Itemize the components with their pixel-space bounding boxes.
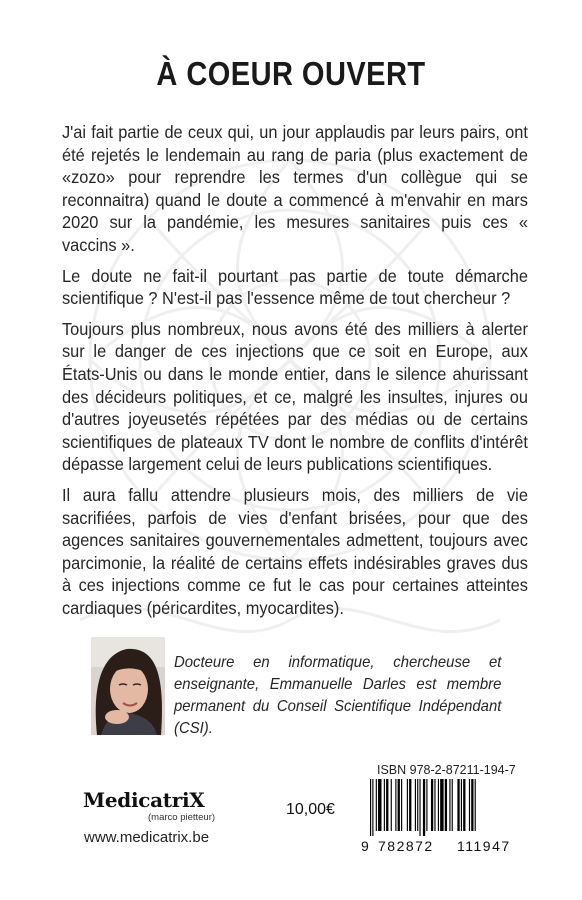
barcode <box>366 779 524 836</box>
barcode-right-group: 111947 <box>457 838 511 854</box>
publisher-subtitle: (marco pietteur) <box>148 812 216 823</box>
paragraph-1: J'ai fait partie de ceux qui, un jour applaudis par leurs pairs, ont été rejetés le lendemain au rang de paria (plus exactement de «zozo» pour reprendre les termes d'un collègue qui se reconnaitra) quand le doute a commencé à m'envahir en mars 2020 sur la pandémie, les mesures sanitaires puis ces « vaccins ». <box>62 122 528 255</box>
paragraph-4: Il aura fallu attendre plusieurs mois, des milliers de vie sacrifiées, parfois de vies d'enfant brisées, pour que des agences sanitaires gouvernementales admettent, toujours avec parcimonie, la réalité de certains effets indésirables graves dus à ces injections comme ce fut le cas pour certaines atteintes cardiaques (péricardites, myocardites). <box>62 484 528 618</box>
paragraph-3: Toujours plus nombreux, nous avons été des milliers à alerter sur le danger de ces injections que ce soit en Europe, aux États-Unis ou dans le monde entier, dans le silence ahurissant des décideurs politiques, et ce, malgré les insultes, injures ou d'autres joyeusetés répétées par des médias ou de certains scientifiques de plateaux TV dont le nombre de conflits d'intérêt dépasse largement celui de leurs publications scientifiques. <box>62 318 528 475</box>
back-cover-text <box>62 121 528 627</box>
book-title: À COEUR OUVERT <box>156 55 426 92</box>
author-photo <box>91 637 165 735</box>
publisher-logo <box>83 788 216 823</box>
paragraph-2: Le doute ne fait-il pourtant pas partie de toute démarche scientifique ? N'est-il pas l'essence même de tout chercheur ? <box>62 265 528 309</box>
barcode-left-group: 782872 <box>378 838 434 854</box>
barcode-lead-digit: 9 <box>361 838 369 854</box>
price: 10,00€ <box>286 801 335 818</box>
publisher-name: MedicatriX <box>83 788 205 812</box>
publisher-website: www.medicatrix.be <box>84 829 210 846</box>
isbn-number: ISBN 978-2-87211-194-7 <box>377 763 516 777</box>
author-bio: Docteure en informatique, chercheuse et enseignante, Emmanuelle Darles est membre permanent du Conseil Scientifique Indépendant (CSI). <box>174 654 502 737</box>
